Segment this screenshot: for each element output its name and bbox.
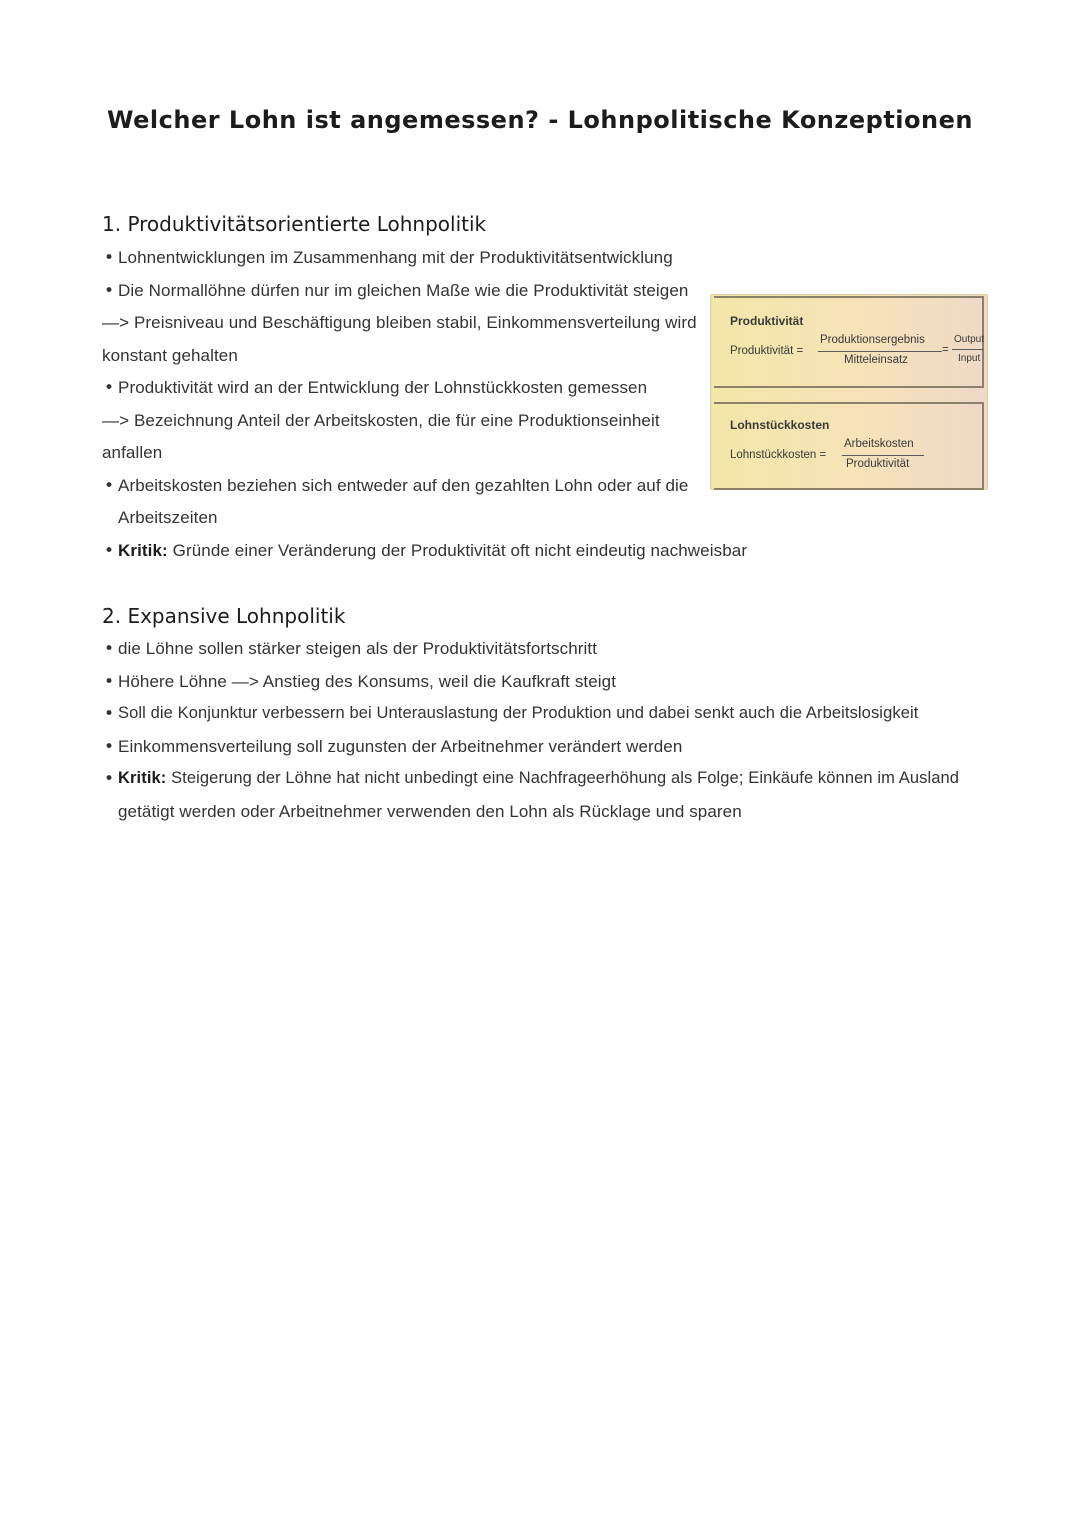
section-2-heading: 2. Expansive Lohnpolitik bbox=[102, 604, 346, 628]
productivity-panel bbox=[714, 296, 984, 388]
bullet: • bbox=[104, 704, 115, 724]
section-2-kritik bbox=[118, 769, 959, 788]
bullet: • bbox=[104, 639, 115, 659]
section-1-line: —> Bezeichnung Anteil der Arbeitskosten, die für eine Produktionseinheit bbox=[102, 411, 660, 430]
productivity-panel-title: Produktivität bbox=[730, 314, 804, 328]
section-2-line: Einkommensverteilung soll zugunsten der Arbeitnehmer verändert werden bbox=[118, 737, 683, 756]
section-1-line: konstant gehalten bbox=[102, 346, 238, 365]
fraction-line bbox=[818, 351, 942, 352]
section-2-line: Höhere Löhne —> Anstieg des Konsums, weil die Kaufkraft steigt bbox=[118, 672, 617, 691]
kritik-text: Gründe einer Veränderung der Produktivität oft nicht eindeutig nachweisbar bbox=[172, 541, 748, 560]
kritik-label: Kritik: bbox=[118, 769, 167, 787]
productivity-lhs: Produktivität = bbox=[730, 345, 804, 357]
output-label: Output bbox=[954, 334, 985, 345]
productivity-denominator: Mitteleinsatz bbox=[844, 354, 908, 366]
section-1-line: —> Preisniveau und Beschäftigung bleiben stabil, Einkommensverteilung wird bbox=[102, 313, 697, 332]
section-2-line: die Löhne sollen stärker steigen als der Produktivitätsfortschritt bbox=[118, 639, 598, 658]
bullet: • bbox=[104, 378, 115, 398]
bullet: • bbox=[104, 672, 115, 692]
section-2-line: Soll die Konjunktur verbessern bei Unterauslastung der Produktion und dabei senkt auch die Arbeitslosigkeit bbox=[118, 704, 919, 722]
bullet: • bbox=[104, 769, 115, 789]
bullet: • bbox=[104, 248, 115, 268]
kritik-label: Kritik: bbox=[118, 541, 168, 560]
unit-labor-cost-lhs: Lohnstückkosten = bbox=[730, 449, 827, 461]
equals-sign: = bbox=[942, 344, 949, 356]
fraction-line bbox=[952, 349, 984, 350]
bullet: • bbox=[104, 737, 115, 757]
section-2-kritik-cont: getätigt werden oder Arbeitnehmer verwenden den Lohn als Rücklage und sparen bbox=[118, 802, 742, 821]
unit-labor-cost-panel-title: Lohnstückkosten bbox=[730, 418, 830, 432]
unit-labor-cost-numerator: Arbeitskosten bbox=[844, 438, 914, 450]
kritik-text: Steigerung der Löhne hat nicht unbedingt eine Nachfrageerhöhung als Folge; Einkäufe können im Ausland bbox=[171, 769, 960, 787]
productivity-numerator: Produktionsergebnis bbox=[820, 334, 925, 346]
input-label: Input bbox=[958, 353, 981, 364]
bullet: • bbox=[104, 281, 115, 301]
section-1-line: Arbeitszeiten bbox=[118, 508, 218, 527]
unit-labor-cost-denominator: Produktivität bbox=[846, 458, 910, 470]
section-1-line: Produktivität wird an der Entwicklung der Lohnstückkosten gemessen bbox=[118, 378, 648, 397]
page-title: Welcher Lohn ist angemessen? - Lohnpolitische Konzeptionen bbox=[107, 106, 973, 134]
section-1-line: Lohnentwicklungen im Zusammenhang mit der Produktivitätsentwicklung bbox=[118, 248, 673, 267]
section-1-line: Die Normallöhne dürfen nur im gleichen Maße wie die Produktivität steigen bbox=[118, 281, 689, 300]
section-1-line: Arbeitskosten beziehen sich entweder auf den gezahlten Lohn oder auf die bbox=[118, 476, 689, 495]
formula-box bbox=[710, 294, 988, 490]
bullet: • bbox=[104, 541, 115, 561]
section-1-kritik bbox=[118, 541, 747, 561]
bullet: • bbox=[104, 476, 115, 496]
unit-labor-cost-panel bbox=[714, 402, 984, 490]
section-1-heading: 1. Produktivitätsorientierte Lohnpolitik bbox=[102, 212, 487, 236]
fraction-line bbox=[842, 455, 924, 456]
section-1-line: anfallen bbox=[102, 443, 163, 462]
